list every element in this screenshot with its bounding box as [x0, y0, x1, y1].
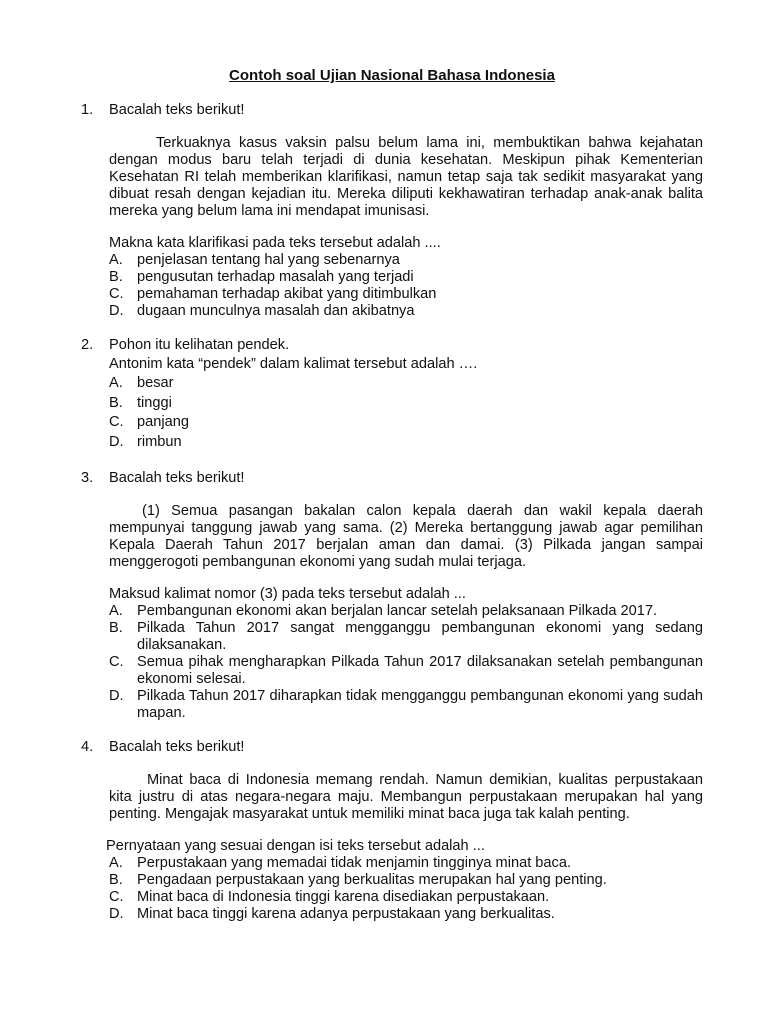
- option-letter: D.: [109, 433, 124, 450]
- reading-passage: (1) Semua pasangan bakalan calon kepala daerah dan wakil kepala daerah mempunyai tanggung jawab yang sama. (2) Mereka bertanggung jawab agar pemilihan Kepala Daerah Tahun 2017 berjalan aman dan damai. (3) Pilkada jangan sampai menggerogoti pembangunan ekonomi yang sudah mulai terjaga.: [109, 503, 703, 570]
- option-text: dugaan munculnya masalah dan akibatnya: [137, 303, 415, 319]
- option-letter: B.: [109, 620, 123, 636]
- option-d[interactable]: [109, 906, 703, 923]
- option-text: Pembangunan ekonomi akan berjalan lancar setelah pelaksanaan Pilkada 2017.: [137, 603, 658, 619]
- question-intro: Bacalah teks berikut!: [109, 102, 245, 118]
- option-letter: A.: [109, 375, 123, 391]
- question-number: 4.: [81, 739, 94, 755]
- option-text: Semua pihak mengharapkan Pilkada Tahun 2017 dilaksanakan setelah pembangunan ekonomi selesai.: [137, 654, 703, 687]
- option-text: Minat baca di Indonesia tinggi karena disediakan perpustakaan.: [137, 889, 550, 905]
- answer-options: [109, 374, 703, 452]
- option-b[interactable]: [109, 269, 703, 286]
- option-text: Pilkada Tahun 2017 diharapkan tidak mengganggu pembangunan ekonomi yang sudah mapan.: [137, 688, 703, 721]
- option-a[interactable]: [109, 374, 703, 394]
- option-letter: C.: [109, 414, 124, 430]
- option-a[interactable]: [109, 855, 703, 872]
- option-d[interactable]: [109, 303, 703, 320]
- option-letter: B.: [109, 872, 123, 888]
- option-letter: D.: [109, 303, 124, 319]
- option-a[interactable]: [109, 252, 703, 269]
- option-letter: D.: [109, 906, 124, 922]
- option-b[interactable]: [109, 872, 703, 889]
- option-c[interactable]: [109, 654, 703, 688]
- option-text: tinggi: [137, 394, 172, 411]
- option-text: pengusutan terhadap masalah yang terjadi: [137, 269, 414, 285]
- option-a[interactable]: [109, 603, 703, 620]
- option-letter: C.: [109, 654, 124, 670]
- question-prompt: Pernyataan yang sesuai dengan isi teks tersebut adalah ...: [106, 838, 485, 854]
- page-title: Contoh soal Ujian Nasional Bahasa Indonesia: [229, 67, 555, 84]
- question-2: [81, 336, 703, 452]
- option-c[interactable]: [109, 286, 703, 303]
- option-text: penjelasan tentang hal yang sebenarnya: [137, 252, 400, 268]
- option-c[interactable]: [109, 889, 703, 906]
- answer-options: [109, 252, 703, 320]
- option-b[interactable]: [109, 620, 703, 654]
- question-number: 3.: [81, 470, 94, 486]
- option-text: Pilkada Tahun 2017 sangat mengganggu pembangunan ekonomi yang sedang dilaksanakan.: [137, 620, 703, 653]
- option-text: rimbun: [137, 433, 182, 450]
- reading-passage: Minat baca di Indonesia memang rendah. Namun demikian, kualitas perpustakaan kita justru di atas negara-negara maju. Membangun perpustakaan merupakan hal yang penting. Mengajak masyarakat untuk memiliki minat baca juga tak kalah penting.: [109, 772, 703, 822]
- question-3: [81, 469, 703, 722]
- question-4: [81, 738, 703, 923]
- option-letter: B.: [109, 394, 123, 411]
- question-intro: Bacalah teks berikut!: [109, 470, 245, 486]
- question-intro: Bacalah teks berikut!: [109, 739, 245, 755]
- question-1: [81, 101, 703, 320]
- option-text: panjang: [137, 414, 189, 430]
- answer-options: [109, 855, 703, 923]
- reading-passage: Terkuaknya kasus vaksin palsu belum lama ini, membuktikan bahwa kejahatan dengan modus baru telah terjadi di dunia kesehatan. Meskipun pihak Kementerian Kesehatan RI telah memberikan klarifikasi, namun tetap saja tak sedikit masyarakat yang dibuat resah dengan kejadian itu. Mereka diliputi kekhawatiran terhadap anak-anak balita mereka yang belum lama ini mendapat imunisasi.: [109, 135, 703, 219]
- option-letter: B.: [109, 269, 123, 285]
- question-prompt: Makna kata klarifikasi pada teks tersebut adalah ....: [109, 235, 441, 251]
- option-text: pemahaman terhadap akibat yang ditimbulkan: [137, 286, 437, 302]
- option-d[interactable]: [109, 688, 703, 722]
- option-d[interactable]: [109, 433, 703, 453]
- option-text: Minat baca tinggi karena adanya perpustakaan yang berkualitas.: [137, 906, 555, 922]
- option-c[interactable]: [109, 413, 703, 433]
- option-letter: A.: [109, 855, 123, 871]
- option-text: Perpustakaan yang memadai tidak menjamin tingginya minat baca.: [137, 855, 572, 871]
- option-letter: A.: [109, 603, 123, 619]
- option-text: besar: [137, 375, 174, 391]
- question-number: 1.: [81, 102, 94, 118]
- option-letter: C.: [109, 286, 124, 302]
- question-number: 2.: [81, 337, 94, 353]
- option-text: Pengadaan perpustakaan yang berkualitas merupakan hal yang penting.: [137, 872, 607, 888]
- option-letter: D.: [109, 688, 124, 704]
- question-intro: Pohon itu kelihatan pendek.: [109, 337, 290, 353]
- option-letter: A.: [109, 252, 123, 268]
- question-prompt: Maksud kalimat nomor (3) pada teks tersebut adalah ...: [109, 586, 466, 602]
- option-b[interactable]: [109, 394, 703, 414]
- question-prompt: Antonim kata “pendek” dalam kalimat tersebut adalah ….: [109, 356, 478, 372]
- answer-options: [109, 603, 703, 722]
- option-letter: C.: [109, 889, 124, 905]
